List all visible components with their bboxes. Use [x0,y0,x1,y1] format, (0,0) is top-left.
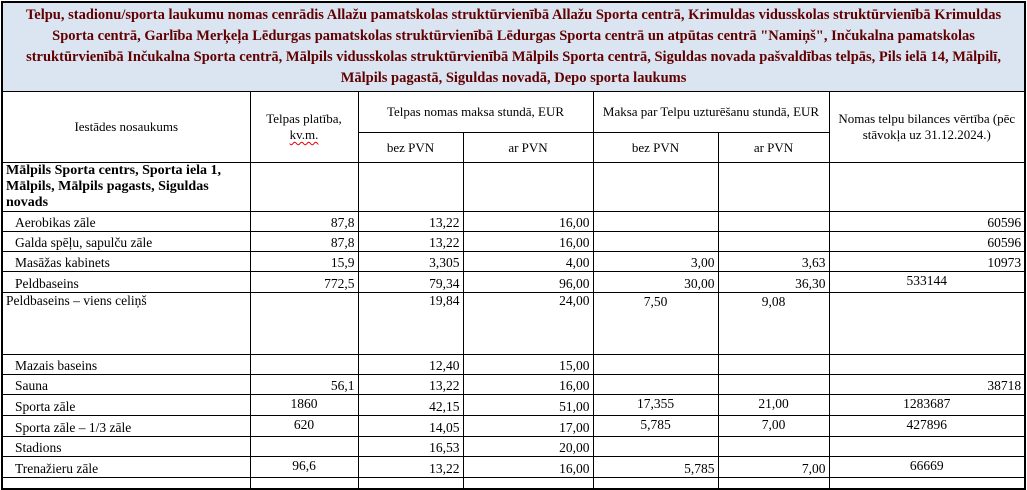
cell-maint-ar-pvn: 7,00 [718,457,829,478]
cell-balance [829,293,1025,355]
table-title-cell [2,2,1025,92]
cell-area: 15,9 [250,252,358,272]
col-header-name: Iestādes nosaukums [2,92,250,163]
cell-rent-bez-pvn [358,478,463,490]
cell-rent-bez-pvn: 13,22 [358,232,463,252]
cell-balance [829,163,1025,212]
cell-maint-ar-pvn: 3,63 [718,252,829,272]
cell-balance: 1283687 [829,395,1025,416]
document-page [0,1,1027,476]
cell-balance: 66669 [829,457,1025,478]
column-header-row [2,92,1025,133]
cell-maint-ar-pvn [718,163,829,212]
cell-rent-bez-pvn: 42,15 [358,395,463,416]
col-header-maintenance-group: Maksa par Telpu uzturēšanu stundā, EUR [593,92,829,133]
cell-name: Galda spēļu, sapulču zāle [2,232,250,252]
cell-maint-ar-pvn: 21,00 [718,395,829,416]
cell-maint-bez-pvn: 17,355 [593,395,718,416]
cell-maint-ar-pvn [718,232,829,252]
col-header-rent-group: Telpas nomas maksa stundā, EUR [358,92,593,133]
cell-area: 87,8 [250,212,358,232]
cell-rent-ar-pvn: 24,00 [463,293,593,355]
cell-rent-bez-pvn: 16,53 [358,437,463,457]
table-row [2,355,1025,375]
cell-area [250,478,358,490]
cell-rent-bez-pvn [358,163,463,212]
table-row [2,437,1025,457]
cell-maint-ar-pvn: 7,00 [718,416,829,437]
cell-name [2,478,250,490]
cell-maint-bez-pvn: 30,00 [593,272,718,293]
cell-balance: 60596 [829,232,1025,252]
cell-rent-bez-pvn: 79,34 [358,272,463,293]
cell-maint-bez-pvn: 5,785 [593,457,718,478]
cell-rent-ar-pvn: 16,00 [463,212,593,232]
cell-maint-bez-pvn: 7,50 [593,293,718,355]
area-header-line2 [255,127,354,143]
cell-area: 96,6 [250,457,358,478]
cell-maint-bez-pvn: 3,00 [593,252,718,272]
cell-rent-ar-pvn [463,478,593,490]
table-row [2,457,1025,478]
cell-balance [829,355,1025,375]
cell-area: 620 [250,416,358,437]
col-header-maint-bez-pvn: bez PVN [593,133,718,163]
cell-name: Mazais baseins [2,355,250,375]
cell-name: Sporta zāle [2,395,250,416]
col-header-balance: Nomas telpu bilances vērtība (pēc stāvokļa uz 31.12.2024.) [829,92,1025,163]
cell-rent-bez-pvn: 13,22 [358,457,463,478]
cell-rent-ar-pvn: 16,00 [463,375,593,395]
cell-rent-ar-pvn: 20,00 [463,437,593,457]
page-title: Telpu, stadionu/sporta laukumu nomas cenrādis Allažu pamatskolas struktūrvienībā Allažu Sporta centrā, Krimuldas vidusskolas struktūrvienībā Krimuldas Sporta centrā, Garlība Merķeļa Lēdurgas pamatskolas struktūrvienībā Lēdurgas Sporta centrā un atpūtas centrā "Namiņš", Inčukalna pamatskolas struktūrvienībā Inčukalna Sporta centrā, Mālpils vidusskolas struktūrvienībā Mālpils Sporta centrā, Siguldas novada pašvaldības telpās, Pils ielā 14, Mālpilī, Mālpils pagastā, Siguldas novadā, Depo sporta laukums [25,7,1002,86]
cell-area: 772,5 [250,272,358,293]
area-header-line1: Telpas platība, [266,111,342,126]
cell-rent-ar-pvn: 15,00 [463,355,593,375]
table-row [2,212,1025,232]
cell-balance: 38718 [829,375,1025,395]
col-header-maint-ar-pvn: ar PVN [718,133,829,163]
cell-maint-ar-pvn [718,355,829,375]
cell-name: Mālpils Sporta centrs, Sporta iela 1, Mālpils, Mālpils pagasts, Siguldas novads [2,163,250,212]
cell-name: Peldbaseins [2,272,250,293]
cell-maint-bez-pvn [593,355,718,375]
cell-rent-ar-pvn [463,163,593,212]
cell-rent-bez-pvn: 19,84 [358,293,463,355]
cell-area: 56,1 [250,375,358,395]
cell-name: Masāžas kabinets [2,252,250,272]
table-row [2,478,1025,490]
cell-maint-bez-pvn [593,437,718,457]
table-row [2,272,1025,293]
cell-rent-ar-pvn: 16,00 [463,457,593,478]
price-table [1,1,1026,490]
cell-balance [829,478,1025,490]
cell-maint-ar-pvn: 36,30 [718,272,829,293]
table-row [2,252,1025,272]
cell-rent-bez-pvn: 13,22 [358,375,463,395]
cell-rent-ar-pvn: 96,00 [463,272,593,293]
cell-balance [829,437,1025,457]
cell-rent-ar-pvn: 17,00 [463,416,593,437]
cell-maint-bez-pvn [593,232,718,252]
table-row [2,375,1025,395]
cell-maint-bez-pvn [593,212,718,232]
cell-balance: 427896 [829,416,1025,437]
table-row [2,232,1025,252]
cell-maint-bez-pvn: 5,785 [593,416,718,437]
cell-rent-bez-pvn: 12,40 [358,355,463,375]
cell-rent-bez-pvn: 13,22 [358,212,463,232]
cell-name: Stadions [2,437,250,457]
col-header-rent-ar-pvn: ar PVN [463,133,593,163]
cell-maint-ar-pvn: 9,08 [718,293,829,355]
title-row [2,2,1025,92]
cell-balance: 10973 [829,252,1025,272]
cell-maint-ar-pvn [718,212,829,232]
spellcheck-squiggle: kv.m. [289,127,319,142]
cell-name: Sauna [2,375,250,395]
cell-rent-bez-pvn: 14,05 [358,416,463,437]
col-header-area [250,92,358,163]
cell-area: 1860 [250,395,358,416]
cell-maint-bez-pvn [593,478,718,490]
cell-area: 87,8 [250,232,358,252]
cell-name: Aerobikas zāle [2,212,250,232]
table-row [2,416,1025,437]
cell-maint-ar-pvn [718,478,829,490]
cell-maint-ar-pvn [718,437,829,457]
table-row [2,293,1025,355]
cell-name: Trenažieru zāle [2,457,250,478]
cell-area [250,437,358,457]
col-header-rent-bez-pvn: bez PVN [358,133,463,163]
cell-maint-ar-pvn [718,375,829,395]
cell-maint-bez-pvn [593,163,718,212]
cell-rent-ar-pvn: 4,00 [463,252,593,272]
cell-rent-ar-pvn: 51,00 [463,395,593,416]
cell-rent-ar-pvn: 16,00 [463,232,593,252]
cell-rent-bez-pvn: 3,305 [358,252,463,272]
cell-name: Sporta zāle – 1/3 zāle [2,416,250,437]
cell-area [250,355,358,375]
table-row [2,163,1025,212]
cell-area [250,293,358,355]
cell-maint-bez-pvn [593,375,718,395]
cell-area [250,163,358,212]
cell-balance: 533144 [829,272,1025,293]
cell-balance: 60596 [829,212,1025,232]
table-row [2,395,1025,416]
cell-name: Peldbaseins – viens celiņš [2,293,250,355]
